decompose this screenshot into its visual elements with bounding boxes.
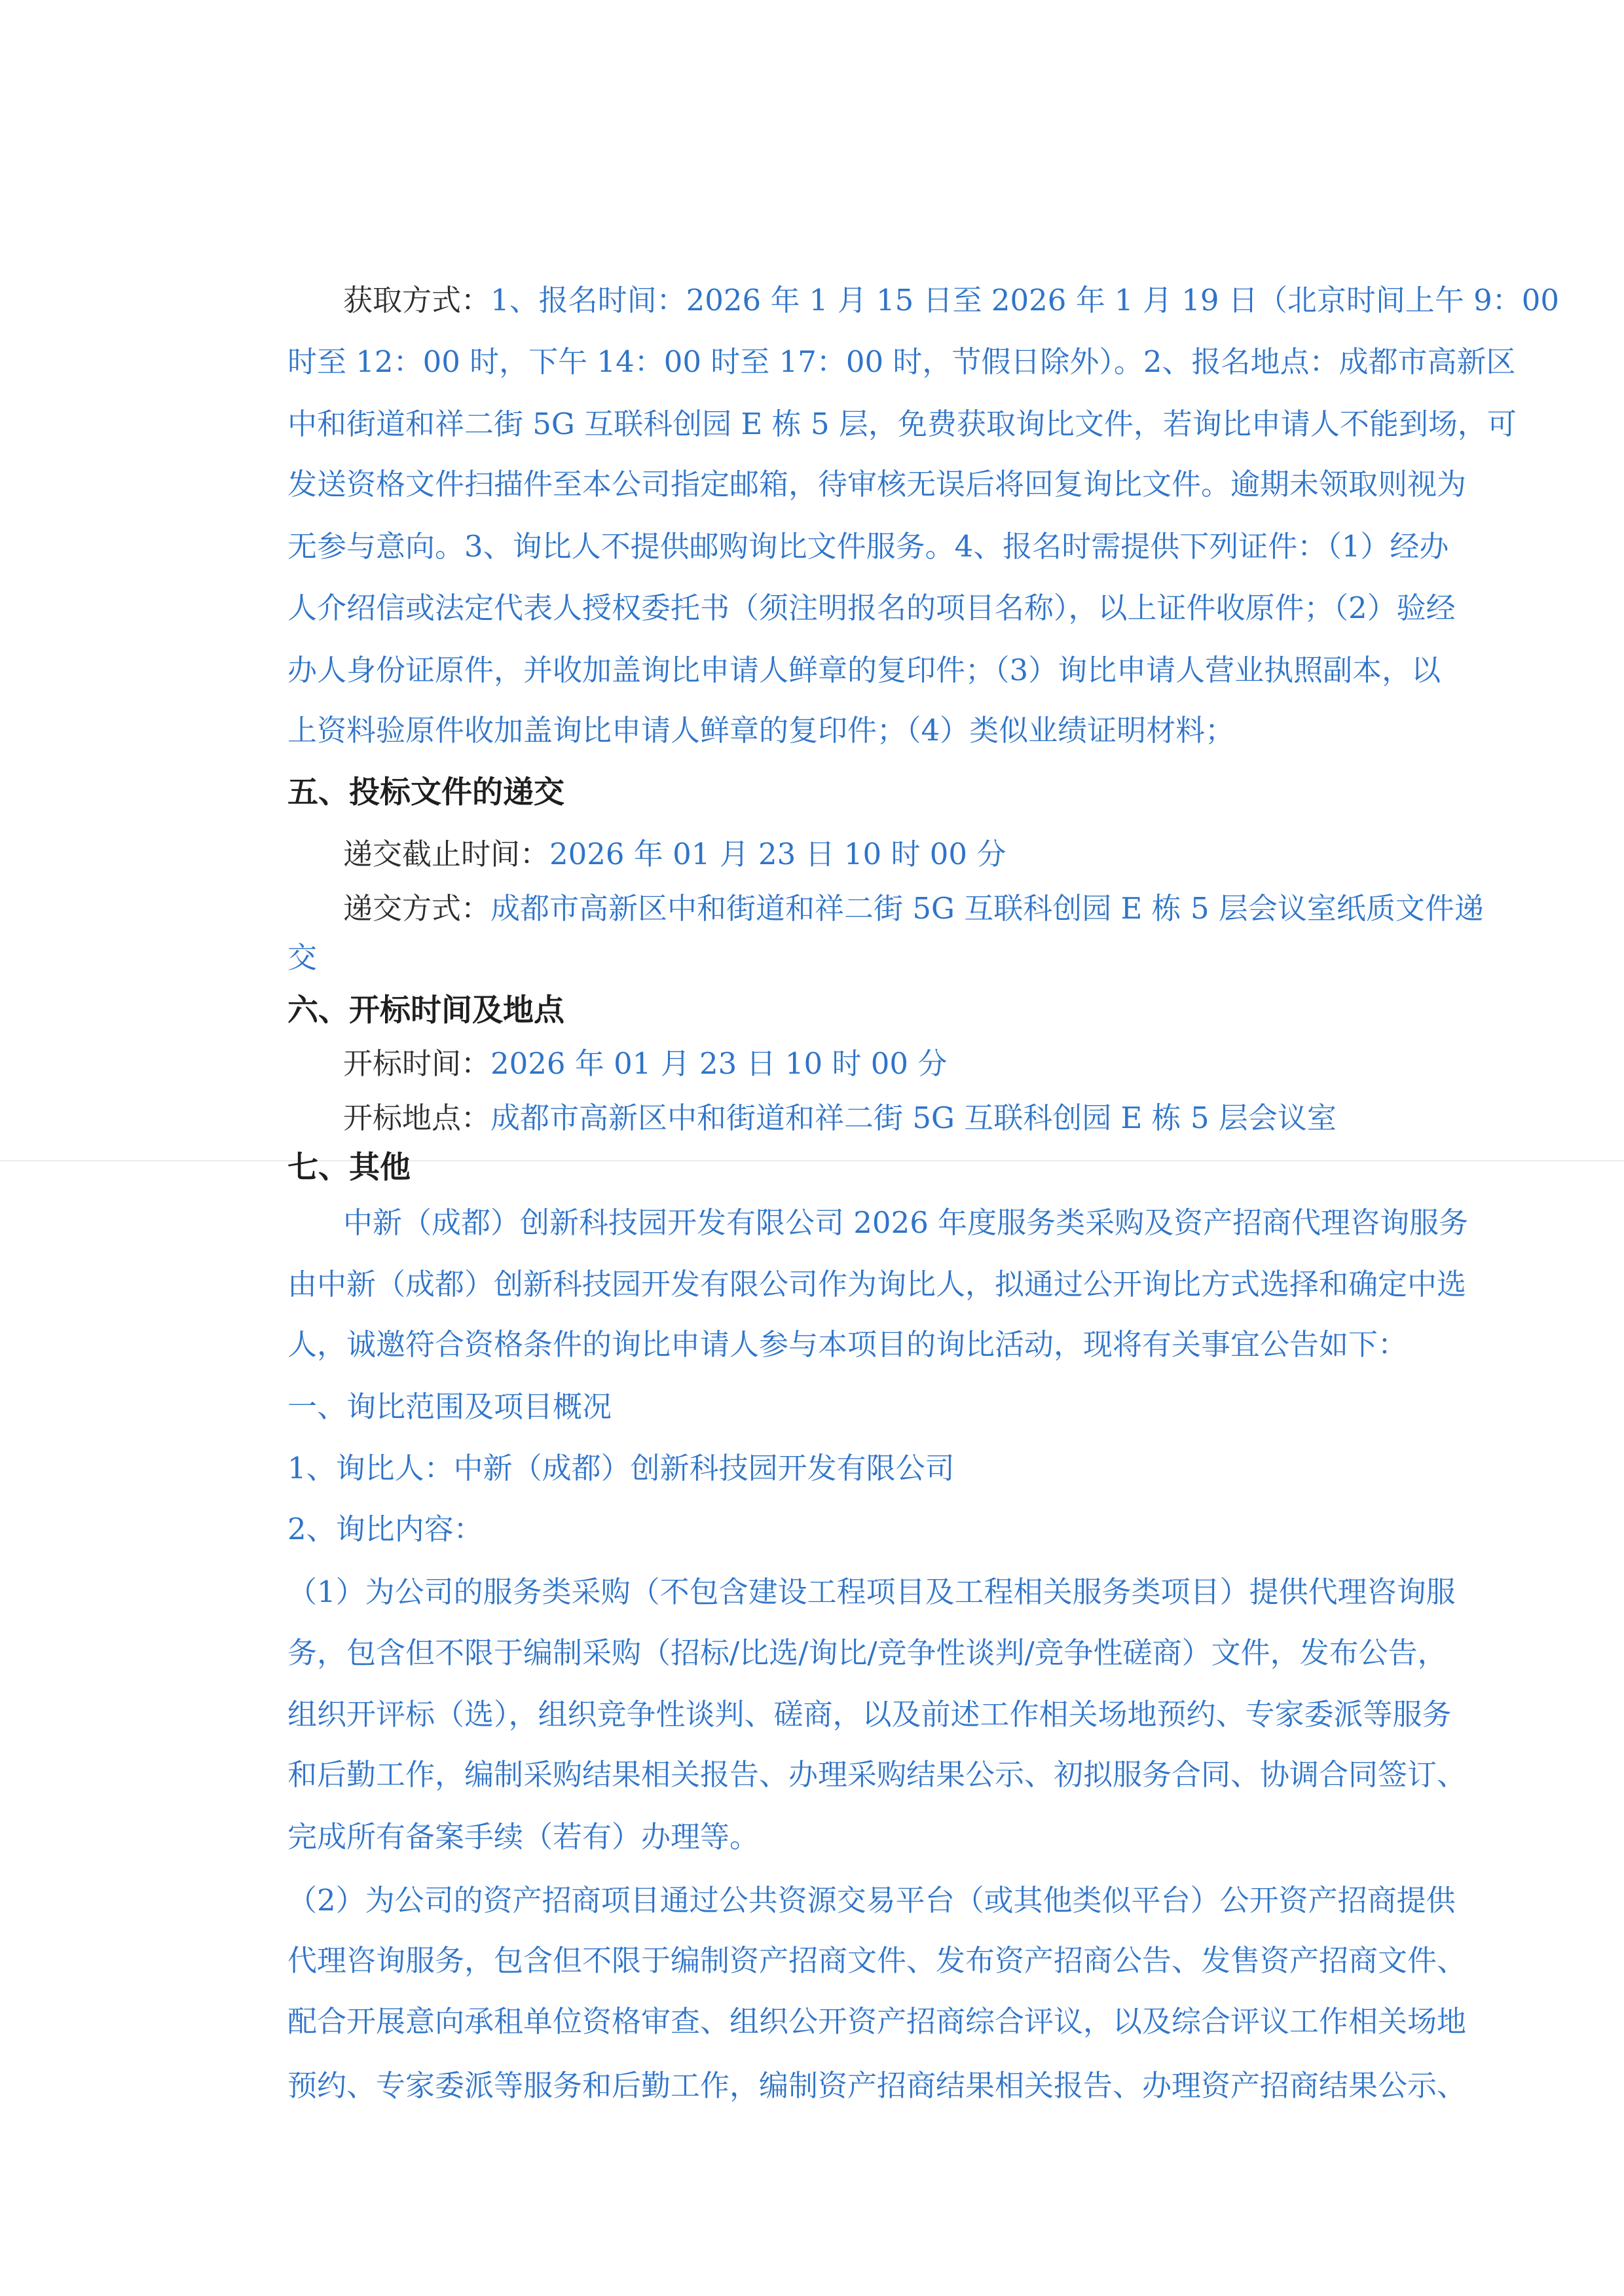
section-heading-7: 七、其他 — [287, 1150, 411, 1186]
opening-time — [343, 1043, 1380, 1085]
opening-place-label: 开标地点： — [343, 1101, 491, 1135]
opening-place — [343, 1097, 1380, 1139]
other-line: 一、询比范围及项目概况 — [287, 1389, 612, 1424]
acquisition-line: 时至 12：00 时，下午 14：00 时至 17：00 时，节假日除外）。2、报名地点：成都市高新区 — [287, 344, 1516, 379]
other-line: 预约、专家委派等服务和后勤工作，编制资产招商结果相关报告、办理资产招商结果公示、 — [287, 2068, 1467, 2103]
acquisition-line: 人介绍信或法定代表人授权委托书（须注明报名的项目名称），以上证件收原件；（2）验经 — [287, 591, 1456, 625]
acquisition-line: 中和街道和祥二街 5G 互联科创园 E 栋 5 层，免费获取询比文件，若询比申请人不能到场，可 — [287, 407, 1517, 441]
other-line: 配合开展意向承租单位资格审查、组织公开资产招商综合评议，以及综合评议工作相关场地 — [287, 2004, 1467, 2039]
section-heading-5: 五、投标文件的递交 — [287, 774, 564, 811]
deadline-label: 递交截止时间： — [343, 837, 550, 871]
acquisition-line: 上资料验原件收加盖询比申请人鲜章的复印件；（4）类似业绩证明材料； — [287, 713, 1235, 748]
acquisition-line: 办人身份证原件，并收加盖询比申请人鲜章的复印件；（3）询比申请人营业执照副本，以 — [287, 653, 1441, 687]
acquisition-line: 发送资格文件扫描件至本公司指定邮箱，待审核无误后将回复询比文件。逾期未领取则视为 — [287, 467, 1467, 501]
other-line: 完成所有备案手续（若有）办理等。 — [287, 1819, 760, 1854]
other-line: 2、询比内容： — [287, 1512, 483, 1546]
deadline-value: 2026 年 01 月 23 日 10 时 00 分 — [549, 837, 1006, 871]
method-value: 成都市高新区中和街道和祥二街 5G 互联科创园 E 栋 5 层会议室纸质文件递 — [490, 891, 1484, 926]
other-line: 代理咨询服务，包含但不限于编制资产招商文件、发布资产招商公告、发售资产招商文件、 — [287, 1943, 1467, 1978]
submission-method-cont: 交 — [287, 940, 318, 975]
other-line: 和后勤工作，编制采购结果相关报告、办理采购结果公示、初拟服务合同、协调合同签订、 — [287, 1757, 1467, 1792]
other-line: 人，诚邀符合资格条件的询比申请人参与本项目的询比活动，现将有关事宜公告如下： — [287, 1327, 1408, 1362]
opening-place-value: 成都市高新区中和街道和祥二街 5G 互联科创园 E 栋 5 层会议室 — [490, 1101, 1337, 1135]
acquisition-line — [343, 280, 1560, 321]
opening-time-value: 2026 年 01 月 23 日 10 时 00 分 — [490, 1046, 948, 1081]
other-line: 中新（成都）创新科技园开发有限公司 2026 年度服务类采购及资产招商代理咨询服务 — [343, 1205, 1469, 1240]
opening-time-label: 开标时间： — [343, 1046, 491, 1081]
other-line: 1、询比人：中新（成都）创新科技园开发有限公司 — [287, 1451, 955, 1485]
other-line: 由中新（成都）创新科技园开发有限公司作为询比人，拟通过公开询比方式选择和确定中选 — [287, 1267, 1467, 1302]
method-label: 递交方式： — [343, 891, 491, 926]
other-line: （2）为公司的资产招商项目通过公共资源交易平台（或其他类似平台）公开资产招商提供 — [287, 1883, 1456, 1918]
submission-deadline — [343, 833, 1380, 875]
acquisition-label: 获取方式： — [343, 283, 491, 318]
other-line: （1）为公司的服务类采购（不包含建设工程项目及工程相关服务类项目）提供代理咨询服 — [287, 1575, 1456, 1609]
submission-method — [343, 888, 1484, 930]
other-line: 务，包含但不限于编制采购（招标/比选/询比/竞争性谈判/竞争性磋商）文件，发布公告， — [287, 1635, 1447, 1670]
acquisition-text: 1、报名时间：2026 年 1 月 15 日至 2026 年 1 月 19 日（北京时间上午 9：00 — [490, 283, 1560, 318]
acquisition-line: 无参与意向。3、询比人不提供邮购询比文件服务。4、报名时需提供下列证件：（1）经办 — [287, 529, 1449, 564]
section-heading-6: 六、开标时间及地点 — [287, 993, 564, 1029]
other-line: 组织开评标（选），组织竞争性谈判、磋商，以及前述工作相关场地预约、专家委派等服务 — [287, 1697, 1452, 1732]
